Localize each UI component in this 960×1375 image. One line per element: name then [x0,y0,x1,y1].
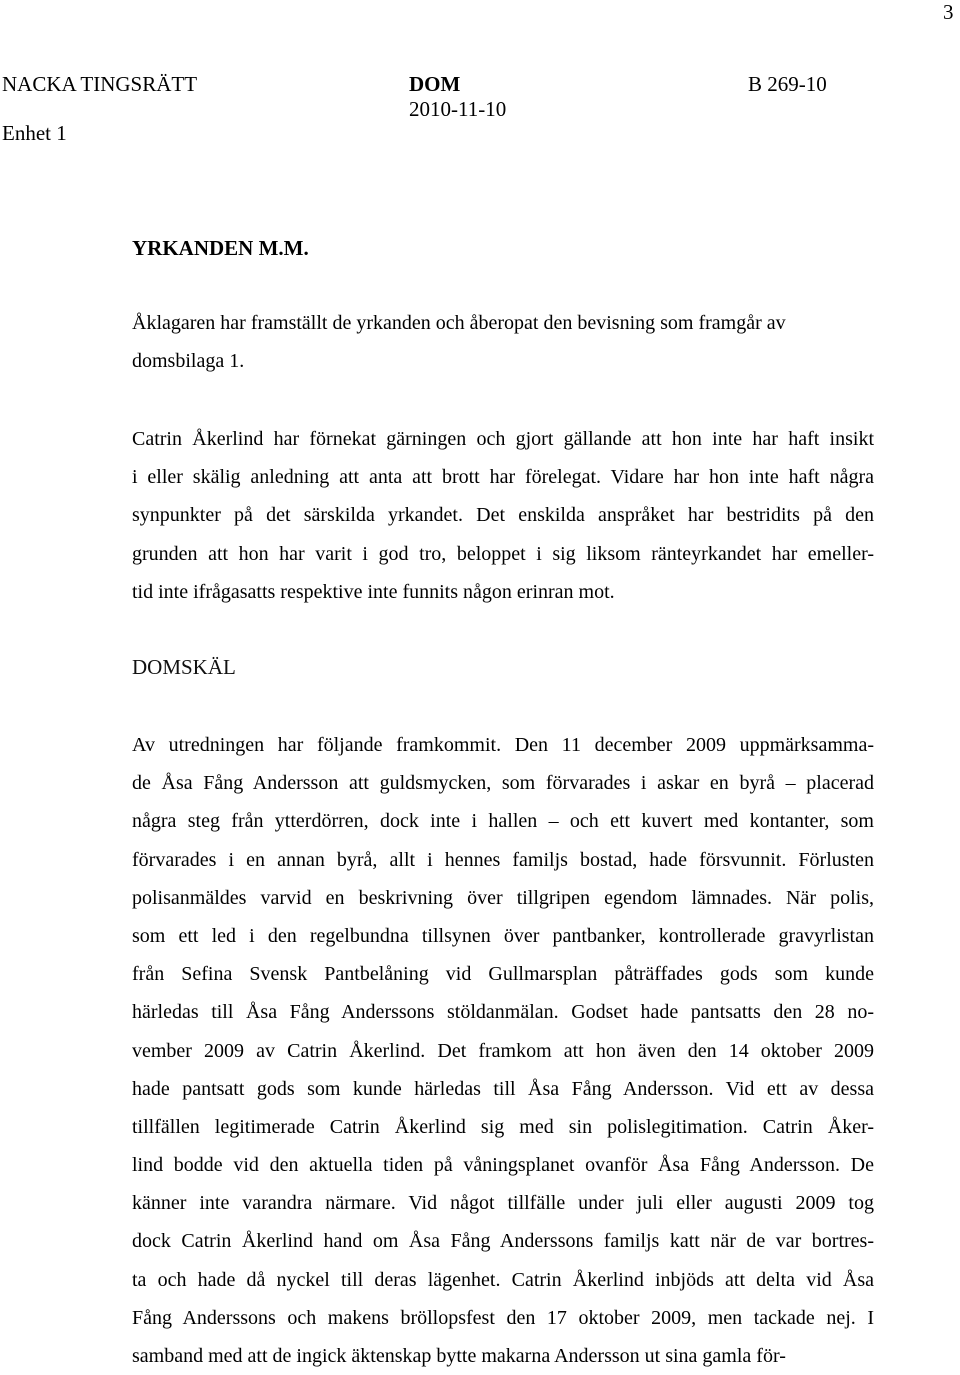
text-line: Fång Anderssons och makens bröllopsfest den 17 oktober 2009, men tackade nej. I [132,1306,874,1329]
document-date: 2010-11-10 [409,97,507,121]
text-line: synpunkter på det särskilda yrkandet. Det enskilda anspråket har bestridits på den [132,504,874,527]
reasons-heading: DOMSKÄL [132,655,236,679]
text-line: från Sefina Svensk Pantbelåning vid Gullmarsplan påträffades gods som kunde [132,963,874,986]
page-number: 3 [943,0,954,24]
text-line: tillfällen legitimerade Catrin Åkerlind sig med sin polislegitimation. Catrin Åker- [132,1115,874,1138]
text-line: tid inte ifrågasatts respektive inte funnits någon erinran mot. [132,580,615,603]
case-number: B 269-10 [748,72,827,96]
text-line: grunden att hon har varit i god tro, beloppet i sig liksom ränteyrkandet har emeller- [132,542,874,565]
text-line: härledas till Åsa Fång Anderssons stöldanmälan. Godset hade pantsatts den 28 no- [132,1001,874,1024]
text-line: Catrin Åkerlind har förnekat gärningen och gjort gällande att hon inte har haft insikt [132,428,874,450]
claims-heading: YRKANDEN M.M. [132,236,309,260]
text-line: lind bodde vid den aktuella tiden på våningsplanet ovanför Åsa Fång Andersson. De [132,1154,874,1177]
text-line: i eller skälig anledning att anta att brott har förelegat. Vidare har hon inte haft några [132,466,874,489]
claims-paragraph [132,304,874,380]
text-line: Åklagaren har framställt de yrkanden och åberopat den bevisning som framgår av [132,312,786,334]
text-line: samband med att de ingick äktenskap bytte makarna Andersson ut sina gamla för- [132,1345,786,1367]
text-line: några steg från ytterdörren, dock inte i hallen – och ett kuvert med kontanter, som [132,810,874,833]
text-line: vember 2009 av Catrin Åkerlind. Det framkom att hon även den 14 oktober 2009 [132,1039,874,1062]
text-line: som ett led i den regelbundna tillsynen över pantbanker, kontrollerade gravyrlistan [132,924,874,947]
document-type: DOM [409,72,461,96]
text-line: förvarades i en annan byrå, allt i hennes familjs bostad, hade försvunnit. Förlusten [132,848,874,871]
court-name: NACKA TINGSRÄTT [2,72,198,96]
text-line: känner inte varandra närmare. Vid något tillfälle under juli eller augusti 2009 tog [132,1192,874,1215]
court-unit: Enhet 1 [2,121,67,145]
text-line: ta och hade då nyckel till deras lägenhet. Catrin Åkerlind inbjöds att delta vid Åsa [132,1268,874,1291]
defense-paragraph [132,420,874,611]
text-line: domsbilaga 1. [132,350,245,373]
text-line: de Åsa Fång Andersson att guldsmycken, som förvarades i askar en byrå – placerad [132,772,874,795]
text-line: dock Catrin Åkerlind hand om Åsa Fång Anderssons familjs katt när de var bortres- [132,1230,874,1253]
text-line: Av utredningen har följande framkommit. Den 11 december 2009 uppmärksamma- [132,734,874,756]
reasons-paragraph [132,726,874,1375]
text-line: polisanmäldes varvid en beskrivning över tillgripen egendom lämnades. När polis, [132,886,874,909]
text-line: hade pantsatt gods som kunde härledas till Åsa Fång Andersson. Vid ett av dessa [132,1077,874,1100]
